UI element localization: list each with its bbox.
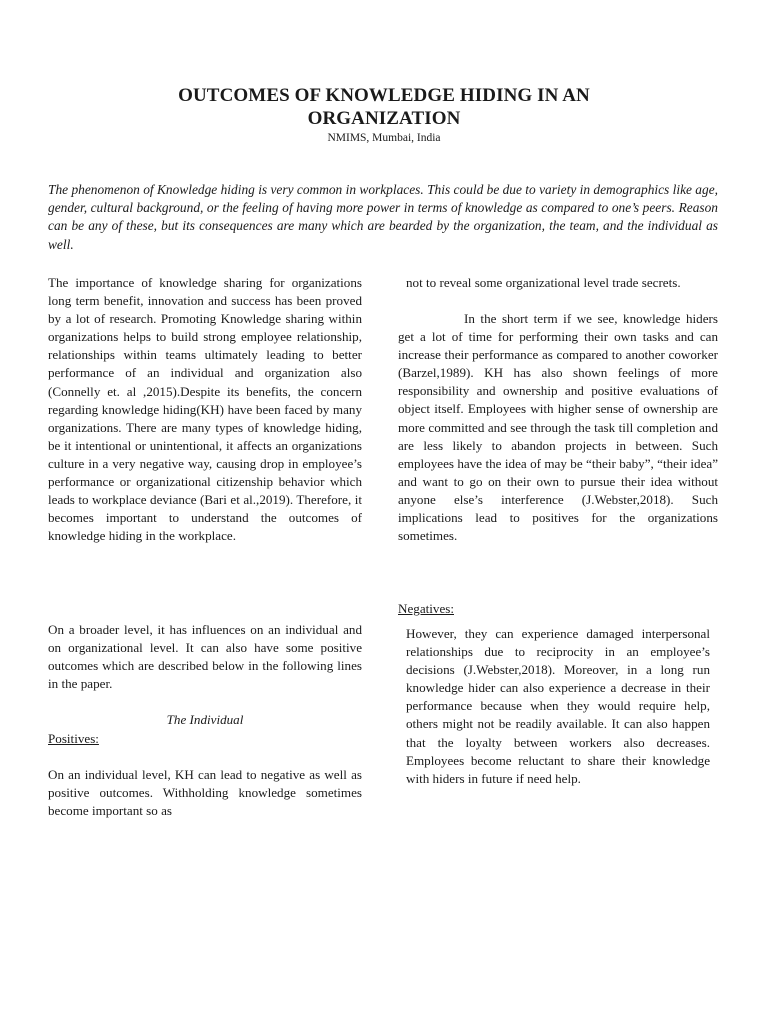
left-paragraph-2: On a broader level, it has influences on an individual and on organizational level. It can also have some positive outcomes which are described below in the following lines in the paper. [48,622,362,692]
right-paragraph-3: However, they can experience damaged interpersonal relationships due to reciprocity in an employee’s decisions (J.Webster,2018). Moreover, in a long run knowledge hider can also experience a decrease in their performance because when they would require help, others might not be readily available. It can also happen that the loyalty between workers also decreases. Employees become reluctant to share their knowledge with hiders in future if need help. [406,626,710,786]
negatives-heading: Negatives: [398,601,454,616]
author-affiliation: NMIMS, Mumbai, India [327,132,441,144]
abstract: The phenomenon of Knowledge hiding is very common in workplaces. This could be due to variety in demographics like age, gender, cultural background, or the feeling of having more power in terms of knowledge as compared to one’s peers. Reason can be any of these, but its consequences are many which are bearded by the organization, the team, and the individual as well. [48,182,718,252]
right-paragraph-2: In the short term if we see, knowledge hiders get a lot of time for performing their own tasks and can increase their performance as compared to another coworker (Barzel,1989). KH has also shown feelings of more responsibility and ownership and positive evaluations of object itself. Employees with higher sense of ownership are more committed and see through the task till completion and are less likely to abandon projects in between. Such employees have the idea of may be “their baby”, “their idea” and want to go on their own to pursue their idea without anyone else’s interference (J.Webster,2018). Such implications lead to positives for the organizations sometimes. [398,311,718,544]
section-heading-individual: The Individual [166,712,244,727]
left-paragraph-3: On an individual level, KH can lead to negative as well as positive outcomes. Withholding knowledge sometimes become important so as [48,767,362,819]
positives-heading: Positives: [48,731,99,746]
left-paragraph-1: The importance of knowledge sharing for organizations long term benefit, innovation and success has been proved by a lot of research. Promoting Knowledge sharing within organizations helps to build strong employee relationship, relationships within teams ultimately leading to better performance of an individual and organization also (Connelly et. al ,2015).Despite its benefits, the concern regarding knowledge hiding(KH) have been faced by many organizations. There are many types of knowledge hiding, be it intentional or unintentional, it affects an organizations culture in a very negative way, causing drop in employee’s performance or organizational citizenship behavior which leads to workplace deviance (Bari et al.,2019). Therefore, it becomes important to understand the outcomes of knowledge hiding in the workplace. [48,275,362,544]
paper-title: OUTCOMES OF KNOWLEDGE HIDING IN AN ORGANIZATION [178,85,590,129]
right-paragraph-1: not to reveal some organizational level trade secrets. [406,275,681,290]
